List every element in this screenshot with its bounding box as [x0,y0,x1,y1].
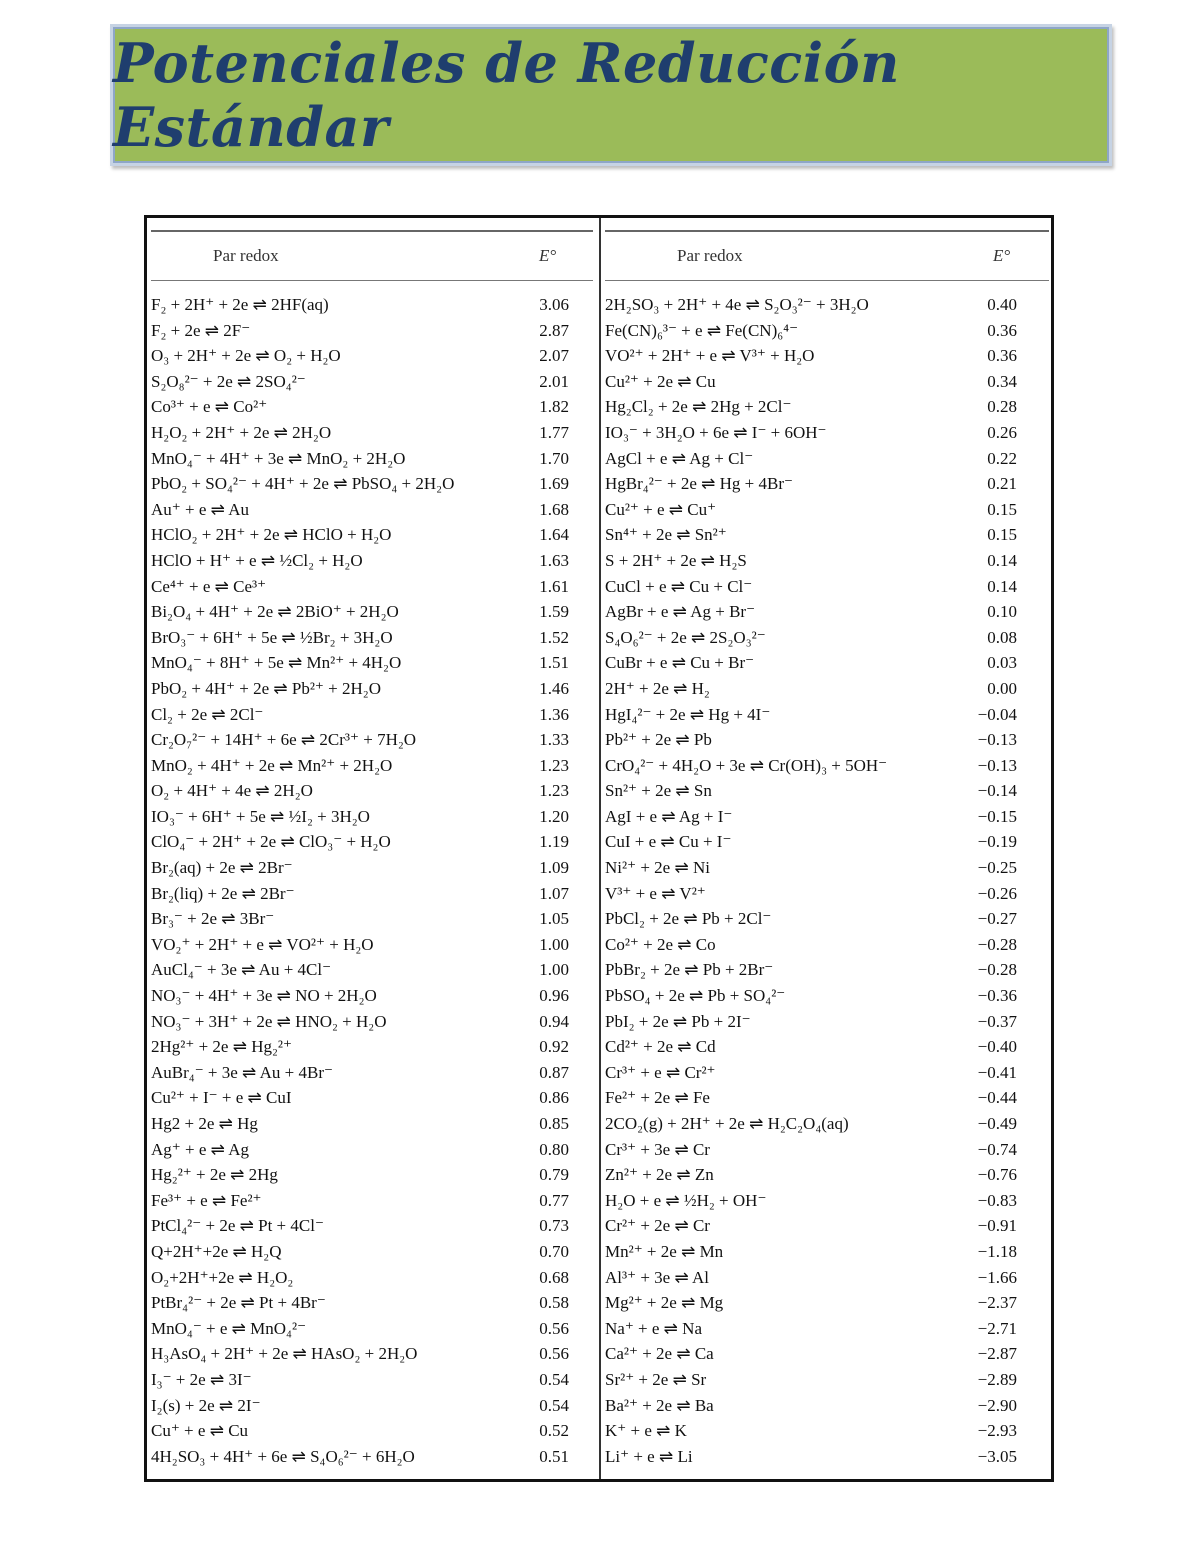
potential-value: 0.34 [987,371,1017,391]
redox-pair: O₂ + 4H⁺ + 4e ⇌ 2H₂O [151,781,313,801]
redox-pair: H₂O₂ + 2H⁺ + 2e ⇌ 2H₂O [151,422,332,442]
column-header-e: E° [539,246,557,265]
redox-pair: S₂O₈²⁻ + 2e ⇌ 2SO₄²⁻ [151,371,306,391]
redox-pair: HgBr₄²⁻ + 2e ⇌ Hg + 4Br⁻ [605,474,793,494]
potential-value: 0.85 [539,1114,569,1133]
potential-value: 0.21 [987,474,1017,494]
table-row [151,599,591,625]
potential-value: 1.68 [539,499,569,519]
redox-pair: S + 2H⁺ + 2e ⇌ H₂S [605,550,747,570]
table-row [151,1009,591,1035]
column-header-pair: Par redox [213,246,279,265]
table-row [605,625,1047,651]
table-row [605,522,1047,548]
table-row [151,1444,591,1470]
redox-pair: AuCl₄⁻ + 3e ⇌ Au + 4Cl⁻ [151,960,332,980]
redox-pair: Cr³⁺ + 3e ⇌ Cr [605,1139,710,1159]
redox-pair: Cu²⁺ + 2e ⇌ Cu [605,371,716,391]
redox-pair: Cd²⁺ + 2e ⇌ Cd [605,1037,716,1057]
potential-value: 0.56 [539,1318,569,1338]
redox-pair: F₂ + 2H⁺ + 2e ⇌ 2HF(aq) [151,295,329,314]
table-row [605,599,1047,625]
potential-value: 1.82 [539,397,569,417]
potential-value: −0.49 [977,1114,1017,1133]
table-row [151,1290,591,1316]
table-row [605,446,1047,472]
redox-pair: Sn²⁺ + 2e ⇌ Sn [605,781,712,801]
potential-value: −2.37 [977,1293,1017,1313]
table-row [151,676,591,702]
table-row [151,983,591,1009]
table-row [605,1034,1047,1060]
table-row [151,1137,591,1163]
potential-value: 0.36 [987,346,1017,366]
potential-value: −0.25 [977,858,1017,878]
redox-pair: Cl₂ + 2e ⇌ 2Cl⁻ [151,704,264,724]
redox-pair: 2H⁺ + 2e ⇌ H₂ [605,678,710,698]
table-row [151,318,591,344]
table-row [605,1290,1047,1316]
redox-pair: PbBr₂ + 2e ⇌ Pb + 2Br⁻ [605,960,774,980]
table-row [605,1393,1047,1419]
table-row [605,753,1047,779]
header-rule [605,280,1049,281]
table-row [151,881,591,907]
potential-value: 0.15 [987,499,1017,519]
potential-value: −0.74 [977,1139,1017,1159]
potential-value: −0.13 [977,755,1017,775]
potential-value: −0.91 [977,1216,1017,1236]
potential-value: 1.00 [539,960,569,980]
redox-pair: O₂+2H⁺+2e ⇌ H₂O₂ [151,1267,294,1287]
table-row [605,1239,1047,1265]
column-header-e: E° [993,246,1011,265]
table-row [151,548,591,574]
table-row [151,957,591,983]
table-row [151,702,591,728]
redox-pair: Co³⁺ + e ⇌ Co²⁺ [151,397,268,417]
table-row [605,1367,1047,1393]
redox-pair: Cr₂O₇²⁻ + 14H⁺ + 6e ⇌ 2Cr³⁺ + 7H₂O [151,730,417,750]
table-row [151,855,591,881]
potential-value: 0.14 [987,576,1017,596]
redox-pair: I₂(s) + 2e ⇌ 2I⁻ [151,1395,261,1415]
potential-value: 1.61 [539,576,569,596]
table-row [151,932,591,958]
header-rule [151,280,593,281]
table-row [605,906,1047,932]
potential-value: −2.87 [977,1344,1017,1364]
redox-pair: PtCl₄²⁻ + 2e ⇌ Pt + 4Cl⁻ [151,1216,324,1236]
redox-pair: ClO₄⁻ + 2H⁺ + 2e ⇌ ClO₃⁻ + H₂O [151,832,391,852]
potential-value: 0.51 [539,1446,569,1466]
redox-pair: K⁺ + e ⇌ K [605,1421,687,1441]
redox-pair: Al³⁺ + 3e ⇌ Al [605,1267,710,1287]
potential-value: −0.19 [977,832,1017,852]
redox-pair: AuBr₄⁻ + 3e ⇌ Au + 4Br⁻ [151,1062,333,1082]
redox-pair: Na⁺ + e ⇌ Na [605,1318,702,1338]
redox-pair: Ce⁴⁺ + e ⇌ Ce³⁺ [151,576,267,596]
page-title: Potenciales de Reducción Estándar [113,31,900,159]
redox-pair: MnO₄⁻ + 4H⁺ + 3e ⇌ MnO₂ + 2H₂O [151,448,406,468]
redox-pair: Fe²⁺ + 2e ⇌ Fe [605,1088,710,1108]
potential-value: 1.59 [539,602,569,622]
redox-pair: H₂O + e ⇌ ½H₂ + OH⁻ [605,1190,767,1210]
potential-value: −3.05 [977,1446,1017,1466]
table-row [151,574,591,600]
redox-pair: Fe(CN)₆³⁻ + e ⇌ Fe(CN)₆⁴⁻ [605,320,799,340]
potential-value: −1.18 [977,1241,1017,1261]
table-row [151,369,591,395]
potential-value: 0.73 [539,1216,569,1236]
redox-pair: Ag⁺ + e ⇌ Ag [151,1139,249,1159]
table-row [151,1316,591,1342]
potential-value: 0.08 [987,627,1017,647]
potential-value: 0.40 [987,295,1017,314]
potential-value: 1.20 [539,806,569,826]
potential-value: 1.09 [539,858,569,878]
potential-value: −0.14 [977,781,1017,801]
potential-value: −0.40 [977,1037,1017,1057]
redox-pair: 2Hg²⁺ + 2e ⇌ Hg₂²⁺ [151,1037,292,1057]
potential-value: 0.22 [987,448,1017,468]
left-row-list [151,292,591,1469]
table-row [605,957,1047,983]
potential-value: −0.28 [977,960,1017,980]
table-row [605,471,1047,497]
potential-value: 0.86 [539,1088,569,1108]
table-row [151,1341,591,1367]
potential-value: 0.56 [539,1344,569,1364]
table-row [605,1213,1047,1239]
potential-value: 0.96 [539,986,569,1006]
table-row [605,1188,1047,1214]
redox-pair: Bi₂O₄ + 4H⁺ + 2e ⇌ 2BiO⁺ + 2H₂O [151,602,399,622]
potential-value: −2.93 [977,1421,1017,1441]
redox-pair: IO₃⁻ + 6H⁺ + 5e ⇌ ½I₂ + 3H₂O [151,806,370,826]
table-row [151,343,591,369]
potential-value: 1.52 [539,627,569,647]
table-row [151,1111,591,1137]
table-row [151,497,591,523]
potential-value: 1.23 [539,781,569,801]
table-row [151,650,591,676]
table-row [151,1085,591,1111]
table-row [605,420,1047,446]
table-row [605,778,1047,804]
potential-value: 0.54 [539,1395,569,1415]
column-header-pair: Par redox [677,246,743,265]
table-row [151,471,591,497]
table-row [151,1418,591,1444]
redox-pair: 4H₂SO₃ + 4H⁺ + 6e ⇌ S₄O₆²⁻ + 6H₂O [151,1446,415,1466]
redox-pair: PbI₂ + 2e ⇌ Pb + 2I⁻ [605,1011,751,1031]
potential-value: 1.77 [539,422,569,442]
redox-pair: Li⁺ + e ⇌ Li [605,1446,693,1466]
table-row [605,881,1047,907]
redox-pair: NO₃⁻ + 3H⁺ + 2e ⇌ HNO₂ + H₂O [151,1011,387,1031]
redox-pair: Mg²⁺ + 2e ⇌ Mg [605,1293,724,1313]
redox-pair: Hg2 + 2e ⇌ Hg [151,1114,258,1133]
potential-value: −0.04 [977,704,1017,724]
table-row [151,1060,591,1086]
redox-pair: MnO₄⁻ + e ⇌ MnO₄²⁻ [151,1318,307,1338]
potential-value: 1.19 [539,832,569,852]
table-row [151,753,591,779]
table-row [605,1418,1047,1444]
redox-pair: Q+2H⁺+2e ⇌ H₂Q [151,1241,282,1261]
redox-pair: I₃⁻ + 2e ⇌ 3I⁻ [151,1369,252,1389]
redox-pair: Hg₂Cl₂ + 2e ⇌ 2Hg + 2Cl⁻ [605,397,792,417]
potential-value: −0.36 [977,986,1017,1006]
right-row-list [605,292,1047,1469]
potential-value: −0.28 [977,934,1017,954]
redox-pair: Mn²⁺ + 2e ⇌ Mn [605,1241,724,1261]
redox-pair: Cu²⁺ + I⁻ + e ⇌ CuI [151,1088,292,1108]
redox-pair: Cu⁺ + e ⇌ Cu [151,1421,249,1441]
potential-value: 0.68 [539,1267,569,1287]
redox-pair: Ba²⁺ + 2e ⇌ Ba [605,1395,714,1415]
table-row [151,522,591,548]
redox-pair: MnO₂ + 4H⁺ + 2e ⇌ Mn²⁺ + 2H₂O [151,755,393,775]
table-row [605,318,1047,344]
redox-pair: VO₂⁺ + 2H⁺ + e ⇌ VO²⁺ + H₂O [151,934,374,954]
table-row [605,1009,1047,1035]
left-column [147,218,597,1479]
table-row [151,1213,591,1239]
title-banner [110,24,1112,166]
redox-pair: Pb²⁺ + 2e ⇌ Pb [605,730,712,750]
potential-value: −0.44 [977,1088,1017,1108]
table-row [605,1265,1047,1291]
table-row [605,548,1047,574]
redox-pair: F₂ + 2e ⇌ 2F⁻ [151,320,251,340]
potential-value: 1.46 [539,678,569,698]
redox-pair: CrO₄²⁻ + 4H₂O + 3e ⇌ Cr(OH)₃ + 5OH⁻ [605,755,888,775]
table-row [151,625,591,651]
redox-pair: Br₃⁻ + 2e ⇌ 3Br⁻ [151,909,275,929]
potential-value: 0.54 [539,1369,569,1389]
potential-value: 0.03 [987,653,1017,673]
table-row [605,1162,1047,1188]
redox-pair: HClO + H⁺ + e ⇌ ½Cl₂ + H₂O [151,550,363,570]
potential-value: 1.70 [539,448,569,468]
table-row [605,1111,1047,1137]
table-row [151,1188,591,1214]
table-row [605,1444,1047,1470]
table-row [151,446,591,472]
right-column [599,218,1053,1479]
table-row [605,1316,1047,1342]
potential-value: −1.66 [977,1267,1017,1287]
redox-pair: PbSO₄ + 2e ⇌ Pb + SO₄²⁻ [605,986,786,1006]
potential-value: 0.79 [539,1165,569,1185]
table-row [605,1085,1047,1111]
potential-value: 0.80 [539,1139,569,1159]
table-row [605,855,1047,881]
potential-value: 1.36 [539,704,569,724]
table-row [605,804,1047,830]
potential-value: 0.52 [539,1421,569,1441]
potential-value: 1.05 [539,909,569,929]
table-row [605,1060,1047,1086]
table-row [151,420,591,446]
table-row [151,1239,591,1265]
redox-pair: BrO₃⁻ + 6H⁺ + 5e ⇌ ½Br₂ + 3H₂O [151,627,393,647]
table-row [605,574,1047,600]
redox-pair: AgI + e ⇌ Ag + I⁻ [605,806,733,826]
redox-pair: Br₂(liq) + 2e ⇌ 2Br⁻ [151,883,295,903]
redox-pair: AgCl + e ⇌ Ag + Cl⁻ [605,448,754,468]
redox-pair: Fe³⁺ + e ⇌ Fe²⁺ [151,1190,262,1210]
potential-value: −0.41 [977,1062,1017,1082]
redox-pair: Cr²⁺ + 2e ⇌ Cr [605,1216,710,1236]
redox-table [144,215,1054,1482]
potential-value: 0.26 [987,422,1017,442]
top-rule [151,230,593,232]
potential-value: 0.14 [987,550,1017,570]
potential-value: 2.07 [539,346,569,366]
table-row [151,1034,591,1060]
redox-pair: S₄O₆²⁻ + 2e ⇌ 2S₂O₃²⁻ [605,627,766,647]
potential-value: 2.87 [539,320,569,340]
redox-pair: HgI₄²⁻ + 2e ⇌ Hg + 4I⁻ [605,704,771,724]
redox-pair: IO₃⁻ + 3H₂O + 6e ⇌ I⁻ + 6OH⁻ [605,422,827,442]
table-row [605,1341,1047,1367]
potential-value: 0.36 [987,320,1017,340]
redox-pair: 2CO₂(g) + 2H⁺ + 2e ⇌ H₂C₂O₄(aq) [605,1114,849,1133]
table-row [605,702,1047,728]
table-row [605,650,1047,676]
potential-value: 0.58 [539,1293,569,1313]
table-row [605,676,1047,702]
table-row [151,292,591,318]
redox-pair: VO²⁺ + 2H⁺ + e ⇌ V³⁺ + H₂O [605,346,815,366]
redox-pair: NO₃⁻ + 4H⁺ + 3e ⇌ NO + 2H₂O [151,986,377,1006]
redox-pair: Zn²⁺ + 2e ⇌ Zn [605,1165,714,1185]
potential-value: 1.33 [539,730,569,750]
table-row [605,394,1047,420]
potential-value: −0.83 [977,1190,1017,1210]
table-row [605,932,1047,958]
table-row [151,1265,591,1291]
table-row [151,829,591,855]
potential-value: −0.13 [977,730,1017,750]
potential-value: 2.01 [539,371,569,391]
potential-value: 0.00 [987,678,1017,698]
redox-pair: PtBr₄²⁻ + 2e ⇌ Pt + 4Br⁻ [151,1293,326,1313]
redox-pair: CuBr + e ⇌ Cu + Br⁻ [605,653,755,673]
redox-pair: Cu²⁺ + e ⇌ Cu⁺ [605,499,717,519]
potential-value: −0.37 [977,1011,1017,1031]
potential-value: −2.89 [977,1369,1017,1389]
potential-value: −0.26 [977,883,1017,903]
potential-value: 1.69 [539,474,569,494]
potential-value: 1.63 [539,550,569,570]
table-row [151,727,591,753]
potential-value: −2.90 [977,1395,1017,1415]
potential-value: 0.15 [987,525,1017,545]
table-row [605,497,1047,523]
potential-value: 1.07 [539,883,569,903]
potential-value: 0.94 [539,1011,569,1031]
redox-pair: AgBr + e ⇌ Ag + Br⁻ [605,602,756,622]
redox-pair: PbO₂ + 4H⁺ + 2e ⇌ Pb²⁺ + 2H₂O [151,678,381,698]
potential-value: 1.64 [539,525,569,545]
redox-pair: H₃AsO₄ + 2H⁺ + 2e ⇌ HAsO₂ + 2H₂O [151,1344,418,1364]
redox-pair: Hg₂²⁺ + 2e ⇌ 2Hg [151,1165,278,1185]
redox-pair: HClO₂ + 2H⁺ + 2e ⇌ HClO + H₂O [151,525,392,545]
potential-value: 0.28 [987,397,1017,417]
table-row [151,1393,591,1419]
redox-pair: Co²⁺ + 2e ⇌ Co [605,934,716,954]
redox-pair: CuCl + e ⇌ Cu + Cl⁻ [605,576,753,596]
redox-pair: PbO₂ + SO₄²⁻ + 4H⁺ + 2e ⇌ PbSO₄ + 2H₂O [151,474,455,494]
redox-pair: Sn⁴⁺ + 2e ⇌ Sn²⁺ [605,525,727,545]
redox-pair: Br₂(aq) + 2e ⇌ 2Br⁻ [151,858,293,878]
table-row [605,829,1047,855]
redox-pair: Sr²⁺ + 2e ⇌ Sr [605,1369,707,1389]
table-row [605,727,1047,753]
potential-value: 1.23 [539,755,569,775]
table-row [151,778,591,804]
redox-pair: Ni²⁺ + 2e ⇌ Ni [605,858,710,878]
redox-pair: Ca²⁺ + 2e ⇌ Ca [605,1344,714,1364]
table-row [151,804,591,830]
table-row [605,343,1047,369]
potential-value: 1.51 [539,653,569,673]
potential-value: −2.71 [977,1318,1017,1338]
table-row [151,1162,591,1188]
table-row [605,292,1047,318]
table-row [151,394,591,420]
potential-value: 0.77 [539,1190,569,1210]
top-rule [605,230,1049,232]
potential-value: 0.70 [539,1241,569,1261]
potential-value: −0.27 [977,909,1017,929]
redox-pair: V³⁺ + e ⇌ V²⁺ [605,883,706,903]
potential-value: 0.87 [539,1062,569,1082]
table-row [605,369,1047,395]
redox-pair: PbCl₂ + 2e ⇌ Pb + 2Cl⁻ [605,909,772,929]
table-row [605,1137,1047,1163]
potential-value: 0.92 [539,1037,569,1057]
potential-value: 3.06 [539,295,569,314]
potential-value: 0.10 [987,602,1017,622]
redox-pair: Cr³⁺ + e ⇌ Cr²⁺ [605,1062,716,1082]
potential-value: −0.76 [977,1165,1017,1185]
table-row [151,1367,591,1393]
table-row [605,983,1047,1009]
redox-pair: MnO₄⁻ + 8H⁺ + 5e ⇌ Mn²⁺ + 4H₂O [151,653,402,673]
table-row [151,906,591,932]
redox-pair: CuI + e ⇌ Cu + I⁻ [605,832,732,852]
redox-pair: 2H₂SO₃ + 2H⁺ + 4e ⇌ S₂O₃²⁻ + 3H₂O [605,295,869,314]
redox-pair: O₃ + 2H⁺ + 2e ⇌ O₂ + H₂O [151,346,341,366]
redox-pair: Au⁺ + e ⇌ Au [151,499,249,519]
potential-value: −0.15 [977,806,1017,826]
potential-value: 1.00 [539,934,569,954]
